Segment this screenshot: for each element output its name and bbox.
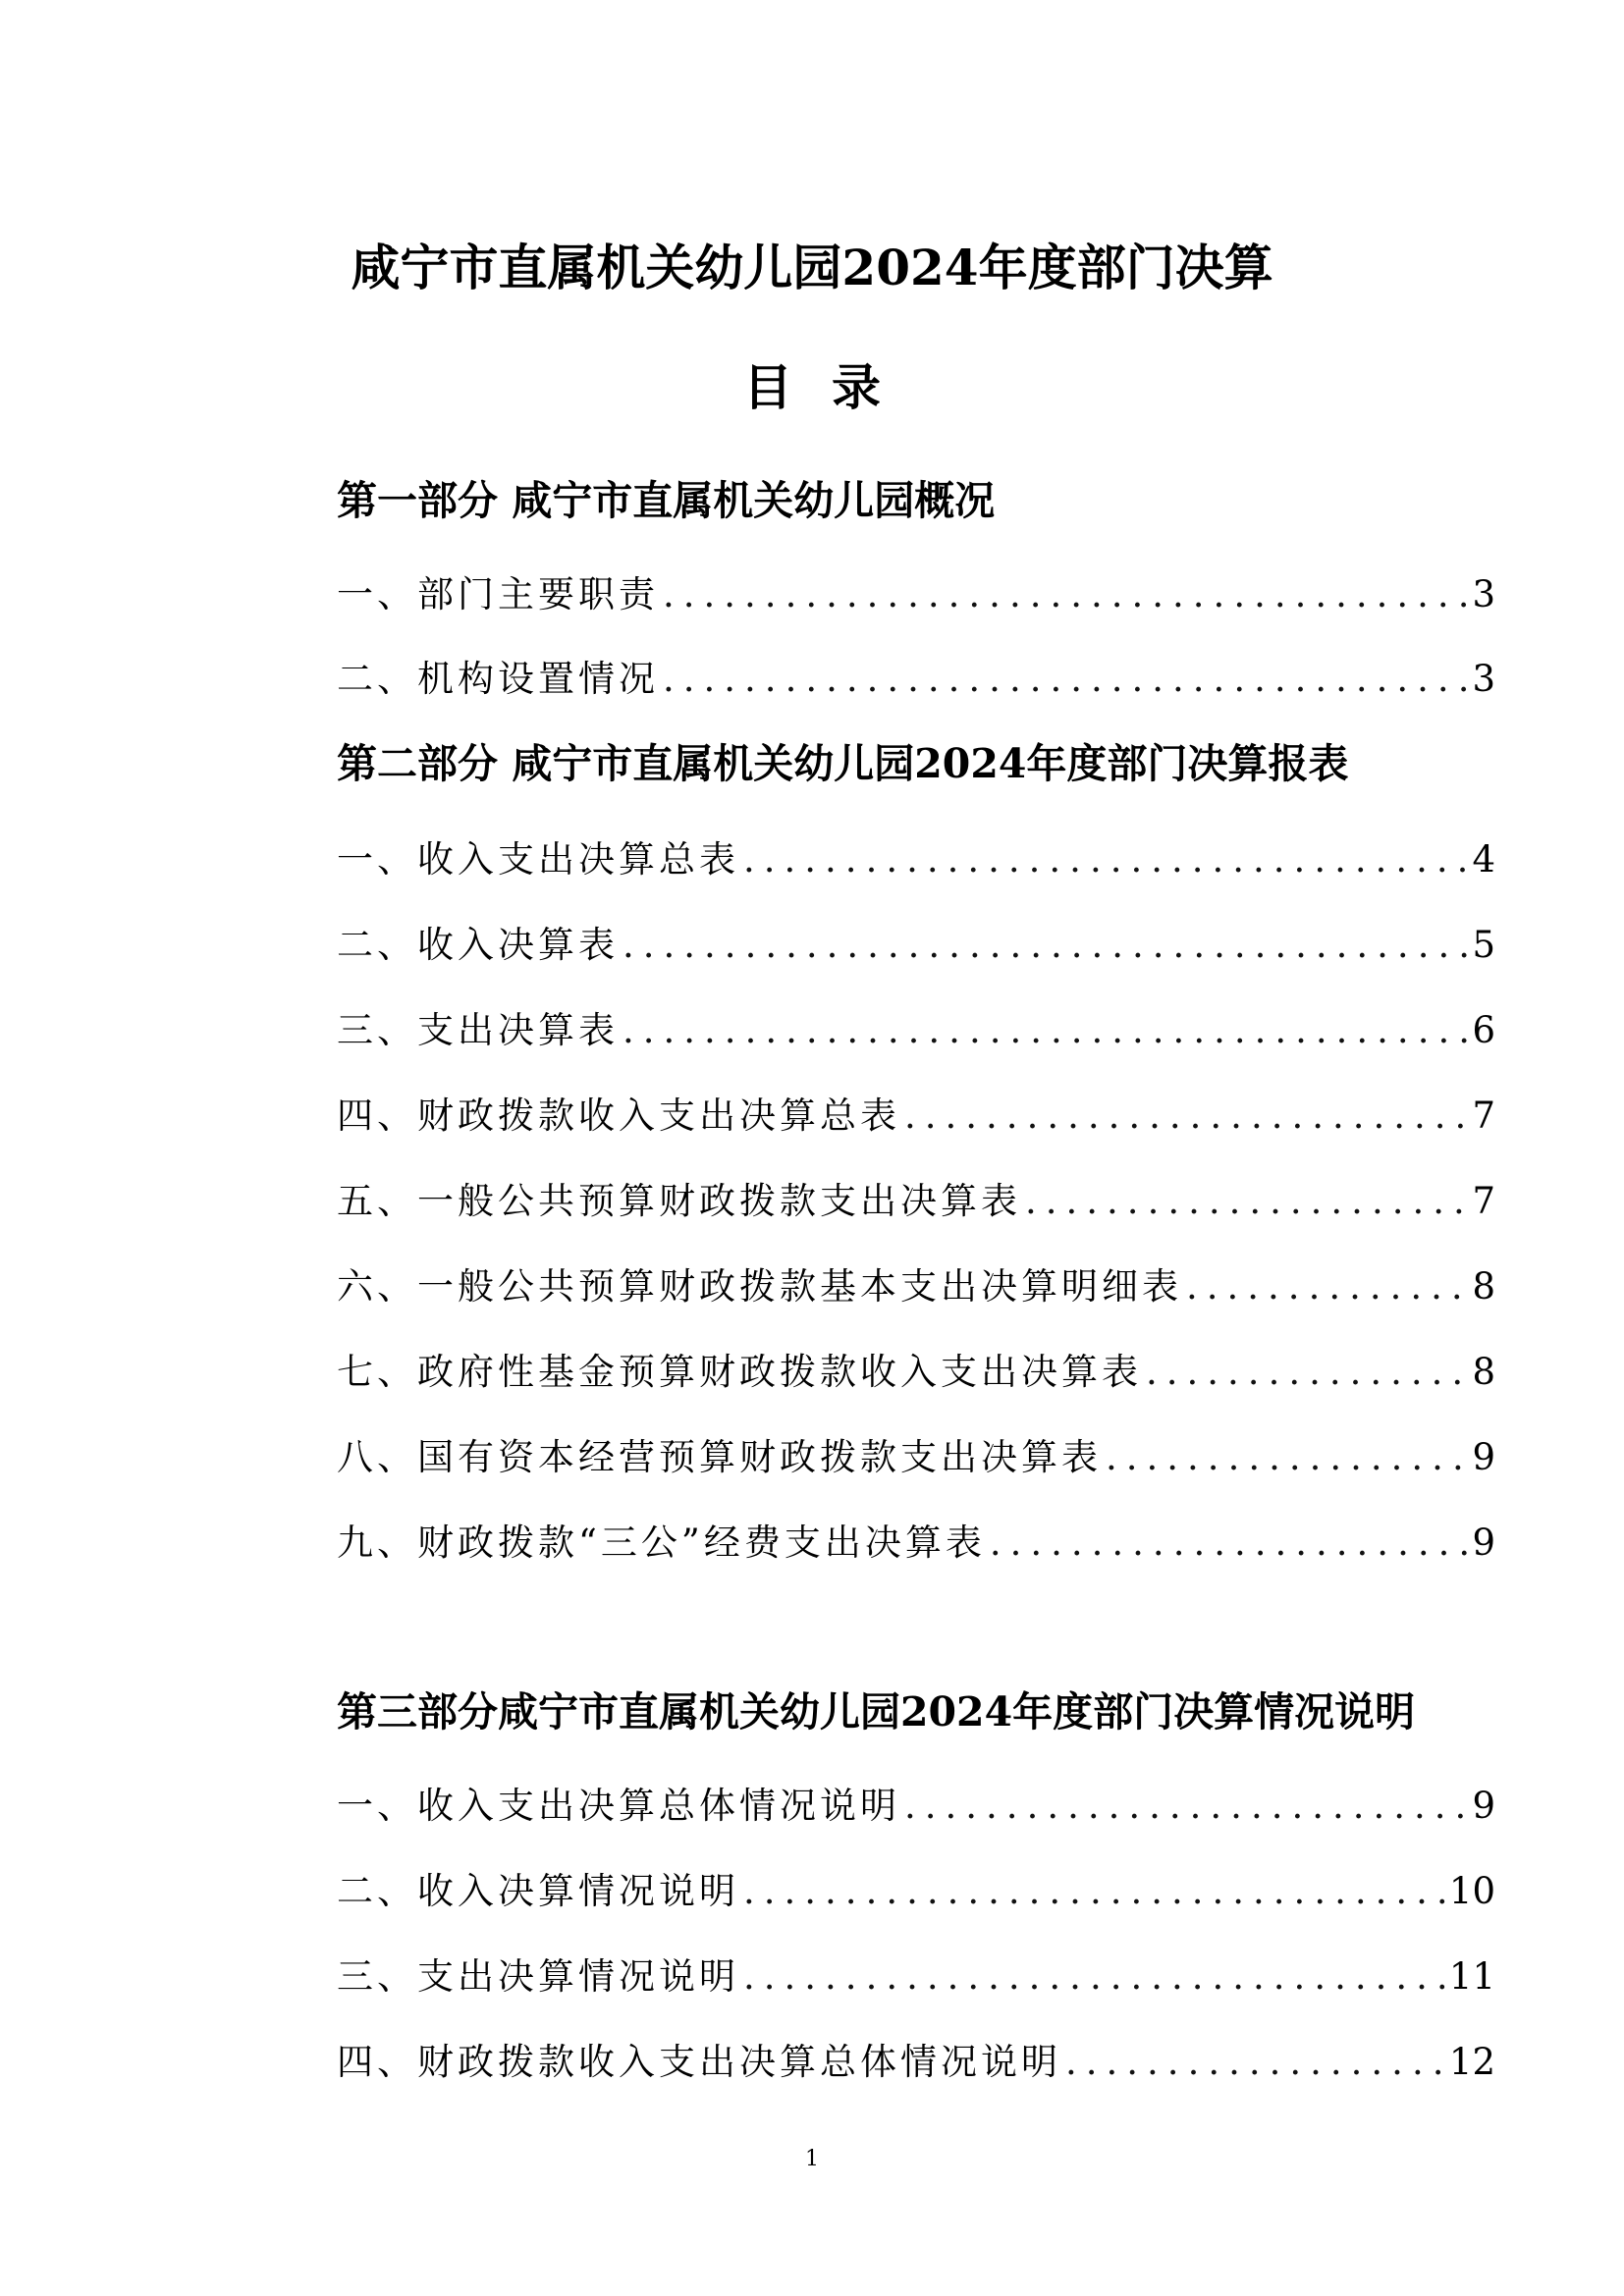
toc-entry-page: 11 [1448, 1955, 1495, 1998]
toc-entry[interactable] [337, 1172, 1495, 1231]
toc-entry-label: 八、国有资本经营预算财政拨款支出决算表 [337, 1436, 1102, 1478]
toc-entry-page: 4 [1472, 838, 1495, 881]
toc-entry[interactable] [337, 830, 1495, 889]
toc-entry-label: 一、部门主要职责 [337, 573, 659, 615]
dot-leader [1186, 1257, 1468, 1316]
toc-entry[interactable] [337, 1514, 1495, 1573]
toc-entry[interactable] [337, 916, 1495, 975]
toc-entry[interactable] [337, 1087, 1495, 1146]
dot-leader [1065, 2033, 1445, 2092]
toc-entry[interactable] [337, 1428, 1495, 1487]
toc-entry[interactable] [337, 2033, 1495, 2092]
toc-entry[interactable] [337, 1777, 1495, 1836]
toc-entry-label: 九、财政拨款“三公”经费支出决算表 [337, 1522, 986, 1564]
page-number: 1 [805, 2147, 819, 2171]
toc-entry-page: 8 [1472, 1265, 1495, 1308]
toc-entry[interactable] [337, 650, 1495, 709]
dot-leader [904, 1087, 1468, 1146]
section-heading: 第二部分 咸宁市直属机关幼儿园2024年度部门决算报表 [337, 740, 1349, 787]
toc-entry[interactable] [337, 1948, 1495, 2006]
dot-leader [1106, 1428, 1468, 1487]
toc-entry-label: 一、收入支出决算总体情况说明 [337, 1785, 900, 1827]
toc-entry-label: 五、一般公共预算财政拨款支出决算表 [337, 1180, 1021, 1222]
dot-leader [904, 1777, 1468, 1836]
toc-entry-label: 二、收入决算情况说明 [337, 1870, 739, 1912]
toc-entry[interactable] [337, 1001, 1495, 1060]
dot-leader [1025, 1172, 1468, 1231]
toc-entry-page: 9 [1472, 1785, 1495, 1827]
toc-entry-label: 二、收入决算表 [337, 924, 619, 966]
dot-leader [743, 1948, 1445, 2006]
section-heading: 第三部分咸宁市直属机关幼儿园2024年度部门决算情况说明 [337, 1688, 1416, 1735]
dot-leader [663, 650, 1468, 709]
toc-entry-page: 12 [1448, 2041, 1495, 2083]
toc-entry-label: 四、财政拨款收入支出决算总体情况说明 [337, 2041, 1061, 2083]
toc-entry-page: 3 [1472, 573, 1495, 615]
toc-entry-page: 3 [1472, 658, 1495, 700]
toc-entry-label: 七、政府性基金预算财政拨款收入支出决算表 [337, 1351, 1142, 1393]
dot-leader [743, 830, 1468, 889]
toc-entry[interactable] [337, 1862, 1495, 1921]
dot-leader [663, 565, 1468, 624]
dot-leader [743, 1862, 1445, 1921]
dot-leader [623, 916, 1468, 975]
toc-entry-page: 6 [1472, 1009, 1495, 1051]
toc-entry[interactable] [337, 565, 1495, 624]
toc-entry-page: 10 [1448, 1870, 1495, 1912]
dot-leader [990, 1514, 1469, 1573]
toc-entry-page: 8 [1472, 1351, 1495, 1393]
section-heading: 第一部分 咸宁市直属机关幼儿园概况 [337, 477, 996, 524]
toc-entry-page: 9 [1472, 1522, 1495, 1564]
toc-entry-label: 三、支出决算情况说明 [337, 1955, 739, 1998]
toc-entry-label: 三、支出决算表 [337, 1009, 619, 1051]
toc-entry-label: 一、收入支出决算总表 [337, 838, 739, 881]
dot-leader [623, 1001, 1468, 1060]
toc-entry-page: 5 [1472, 924, 1495, 966]
dot-leader [1146, 1343, 1468, 1402]
toc-entry-label: 四、财政拨款收入支出决算总表 [337, 1095, 900, 1137]
toc-entry[interactable] [337, 1257, 1495, 1316]
toc-entry-page: 9 [1472, 1436, 1495, 1478]
toc-entry-page: 7 [1472, 1095, 1495, 1137]
toc-entry-label: 六、一般公共预算财政拨款基本支出决算明细表 [337, 1265, 1182, 1308]
toc-entry-page: 7 [1472, 1180, 1495, 1222]
toc-entry-label: 二、机构设置情况 [337, 658, 659, 700]
toc-title: 目录 [743, 358, 920, 416]
toc-entry[interactable] [337, 1343, 1495, 1402]
page-title: 咸宁市直属机关幼儿园2024年度部门决算 [351, 239, 1273, 296]
